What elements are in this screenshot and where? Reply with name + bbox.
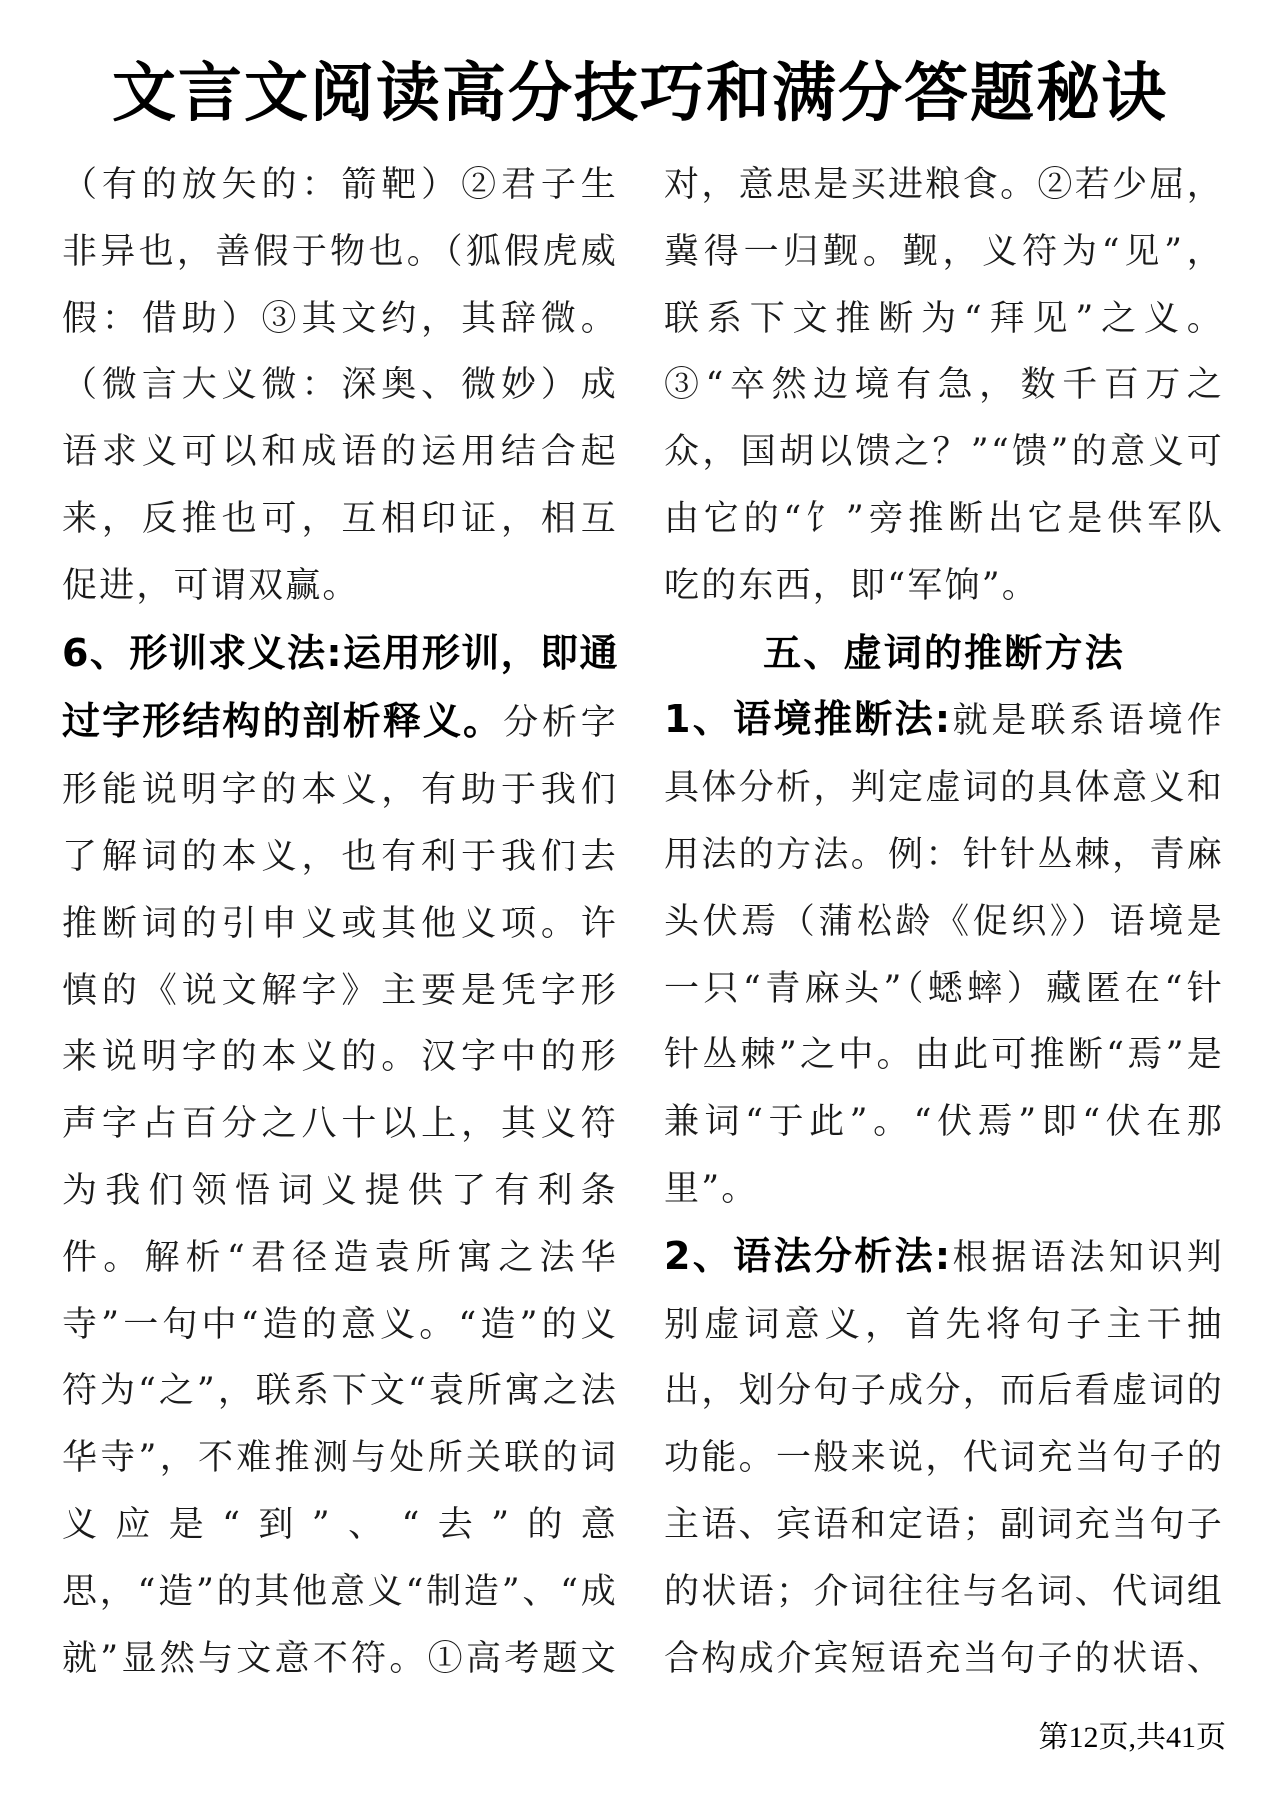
section-heading: 五、虚词的推断方法 bbox=[763, 630, 1125, 675]
method-1-heading: 1、语境推断法: bbox=[664, 697, 951, 742]
method-2-heading: 2、语法分析法: bbox=[664, 1233, 951, 1278]
method-6-heading: 6、形训求义法:运用形训，即通过字形结构的剖析释义。 bbox=[62, 630, 618, 744]
page-number: 第12页,共41页 bbox=[1038, 1721, 1226, 1754]
left-column bbox=[62, 152, 618, 1692]
left-paragraph-2 bbox=[62, 620, 618, 1692]
right-paragraph-1: 对，意思是买进粮食。②若少屈，冀得一归觐。觐，义符为“见”，联系下文推断为“拜见”之义。③“卒然边境有急，数千百万之众，国胡以馈之？”“馈”的意义可由它的“饣”旁推断出它是供军队吃的东西，即“军饷”。 bbox=[664, 165, 1224, 606]
page-title: 文言文阅读高分技巧和满分答题秘诀 bbox=[112, 57, 1168, 131]
method-6-body: 分析字形能说明字的本义，有助于我们了解词的本义，也有利于我们去推断词的引申义或其他义项。许慎的《说文解字》主要是凭字形来说明字的本义的。汉字中的形声字占百分之八十以上，其义符为我们领悟词义提供了有利条件。解析“君径造袁所寓之法华寺”一句中“造的意义。“造”的义符为“之”，联系下文“袁所寓之法华寺”，不难推测与处所关联的词义应是“到”、“去”的意思，“造”的其他意义“制造”、“成就”显然与文意不符。①高考题文 bbox=[62, 703, 618, 1679]
method-2-body: 根据语法知识判别虚词意义，首先将句子主干抽出，划分句子成分，而后看虚词的功能。一般来说，代词充当句子的主语、宾语和定语；副词充当句子的状语；介词往往与名词、代词组合构成介宾短语充当句子的状语、 bbox=[664, 1237, 1224, 1679]
method-1-body: 就是联系语境作具体分析，判定虚词的具体意义和用法的方法。例：针针丛棘，青麻头伏焉（蒲松龄《促织》）语境是一只“青麻头”（蟋蟀）藏匿在“针针丛棘”之中。由此可推断“焉”是兼词“于此”。“伏焉”即“伏在那里”。 bbox=[664, 701, 1224, 1209]
right-paragraph-3 bbox=[664, 1223, 1224, 1692]
right-column bbox=[664, 152, 1224, 1692]
left-paragraph-1: （有的放矢的：箭靶）②君子生非异也，善假于物也。（狐假虎威假：借助）③其文约，其辞微。（微言大义微：深奥、微妙）成语求义可以和成语的运用结合起来，反推也可，互相印证，相互促进，可谓双赢。 bbox=[62, 165, 618, 606]
right-paragraph-2 bbox=[664, 686, 1224, 1222]
